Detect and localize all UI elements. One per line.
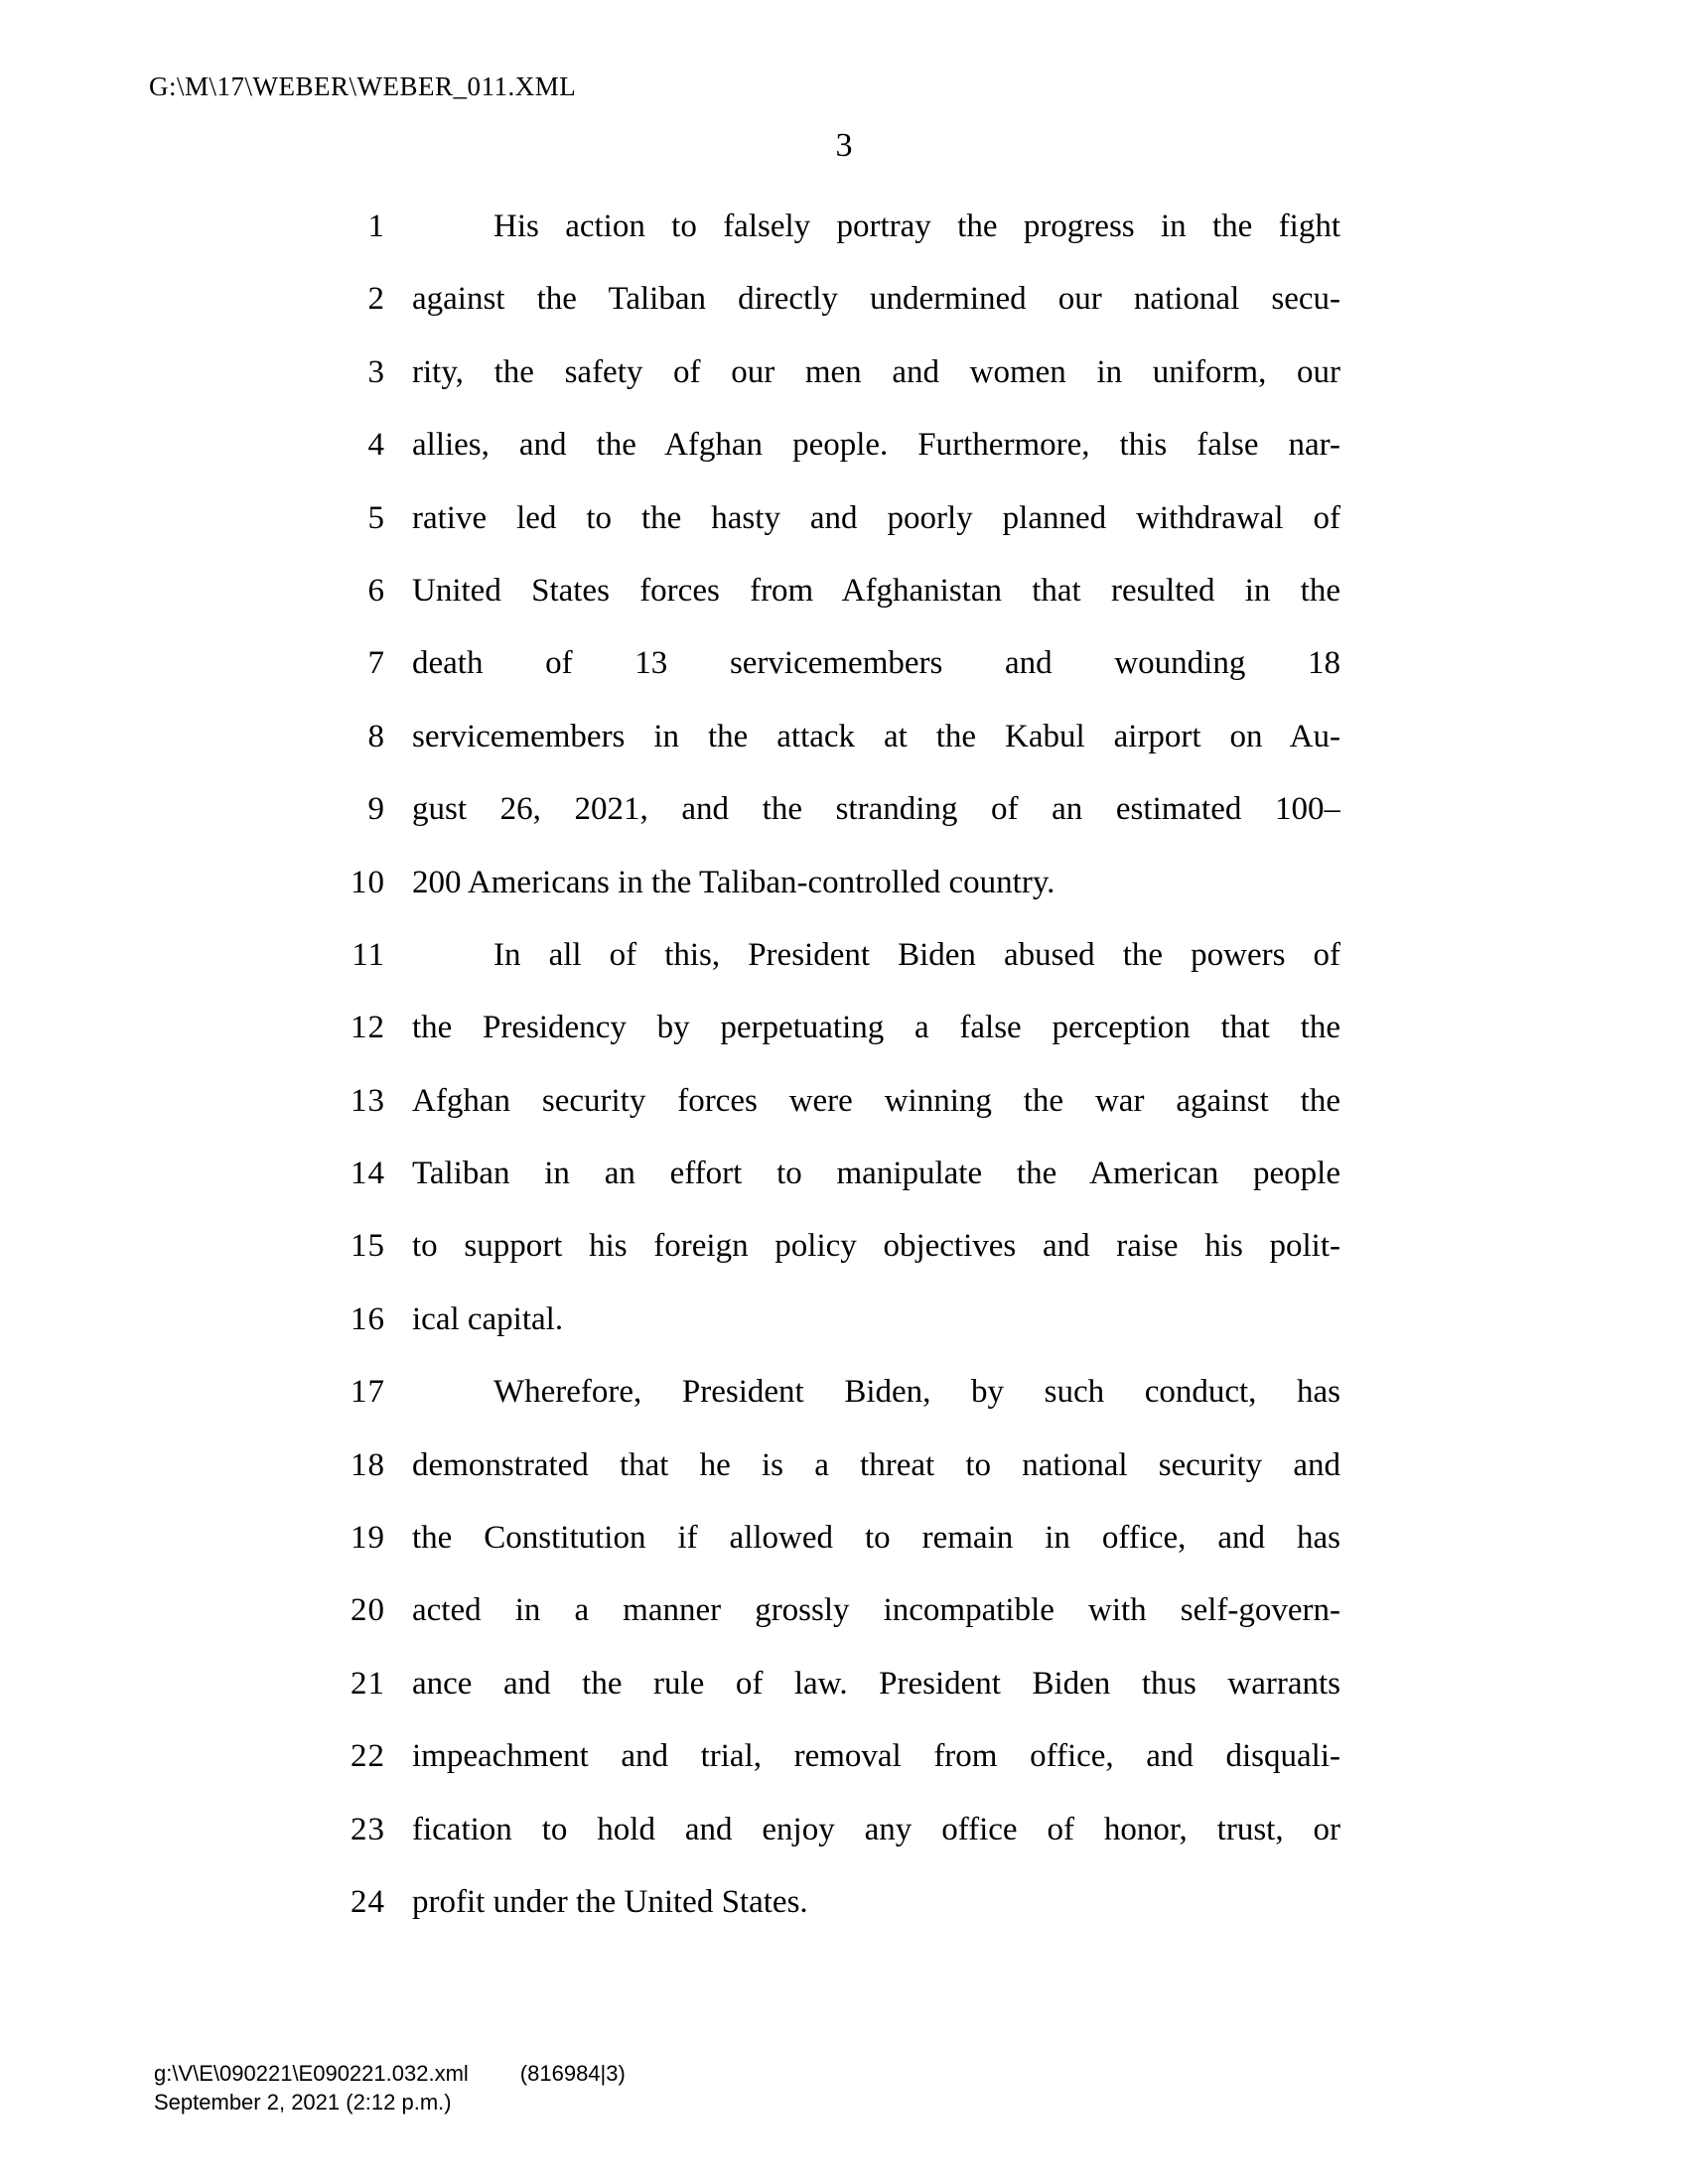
document-lines bbox=[328, 191, 1340, 1939]
line-text: the Presidency by perpetuating a false perception that the bbox=[412, 1010, 1340, 1046]
line-text: servicemembers in the attack at the Kabul airport on Au- bbox=[412, 718, 1340, 754]
text-line bbox=[328, 1574, 1340, 1647]
line-number: 9 bbox=[367, 791, 385, 828]
text-line bbox=[328, 555, 1340, 627]
text-line bbox=[328, 1720, 1340, 1793]
line-number: 3 bbox=[367, 353, 385, 390]
text-line bbox=[328, 337, 1340, 409]
text-line bbox=[328, 409, 1340, 481]
line-text: Taliban in an effort to manipulate the American people bbox=[412, 1156, 1340, 1192]
line-text: fication to hold and enjoy any office of honor, trust, or bbox=[412, 1811, 1340, 1847]
line-text: rative led to the hasty and poorly planned withdrawal of bbox=[412, 499, 1340, 536]
line-number: 23 bbox=[351, 1811, 385, 1847]
line-text: impeachment and trial, removal from office, and disquali- bbox=[412, 1738, 1340, 1775]
line-number: 19 bbox=[351, 1520, 385, 1557]
text-line bbox=[328, 627, 1340, 700]
line-text: the Constitution if allowed to remain in office, and has bbox=[412, 1520, 1340, 1557]
page-number: 3 bbox=[835, 127, 853, 164]
line-text: to support his foreign policy objectives and raise his polit- bbox=[412, 1228, 1340, 1265]
header-file-path: G:\M\17\WEBER\WEBER_011.XML bbox=[149, 71, 577, 101]
line-text: Afghan security forces were winning the war against the bbox=[412, 1082, 1340, 1119]
text-line bbox=[328, 1284, 1340, 1356]
text-line bbox=[328, 191, 1340, 263]
footer-doc-id: (816984|3) bbox=[519, 2061, 626, 2086]
line-number: 6 bbox=[367, 572, 385, 609]
footer-file-path: g:\V\E\090221\E090221.032.xml bbox=[154, 2061, 469, 2086]
text-line bbox=[328, 1502, 1340, 1574]
text-line bbox=[328, 919, 1340, 992]
text-line bbox=[328, 1210, 1340, 1283]
line-text: ance and the rule of law. President Biden thus warrants bbox=[412, 1665, 1340, 1702]
footer-timestamp: September 2, 2021 (2:12 p.m.) bbox=[154, 2090, 452, 2115]
line-number: 4 bbox=[367, 427, 385, 464]
text-line bbox=[328, 1794, 1340, 1866]
line-text: demonstrated that he is a threat to national security and bbox=[412, 1446, 1340, 1483]
line-text: rity, the safety of our men and women in uniform, our bbox=[412, 353, 1340, 390]
line-number: 11 bbox=[352, 936, 385, 973]
line-text: In all of this, President Biden abused the powers of bbox=[493, 936, 1340, 973]
line-number: 16 bbox=[351, 1300, 385, 1337]
line-number: 18 bbox=[351, 1446, 385, 1483]
line-number: 7 bbox=[367, 645, 385, 682]
line-text: gust 26, 2021, and the stranding of an estimated 100– bbox=[412, 791, 1340, 828]
text-line bbox=[328, 1065, 1340, 1138]
text-line bbox=[328, 1356, 1340, 1429]
line-number: 17 bbox=[351, 1374, 385, 1411]
line-number: 22 bbox=[351, 1738, 385, 1775]
line-number: 1 bbox=[367, 208, 385, 244]
line-number: 5 bbox=[367, 499, 385, 536]
line-text: His action to falsely portray the progress in the fight bbox=[493, 208, 1340, 244]
line-number: 10 bbox=[351, 864, 385, 900]
line-number: 12 bbox=[351, 1010, 385, 1046]
line-text: allies, and the Afghan people. Furthermore, this false nar- bbox=[412, 427, 1340, 464]
text-line bbox=[328, 992, 1340, 1064]
line-text: death of 13 servicemembers and wounding 18 bbox=[412, 645, 1340, 682]
line-text: profit under the United States. bbox=[412, 1883, 808, 1920]
line-text: United States forces from Afghanistan that resulted in the bbox=[412, 572, 1340, 609]
line-number: 14 bbox=[351, 1156, 385, 1192]
text-line bbox=[328, 773, 1340, 846]
text-line bbox=[328, 1138, 1340, 1210]
footer-line-1 bbox=[154, 2059, 626, 2088]
line-number: 2 bbox=[367, 281, 385, 318]
line-number: 21 bbox=[351, 1665, 385, 1702]
line-text: Wherefore, President Biden, by such conduct, has bbox=[493, 1374, 1340, 1411]
line-text: 200 Americans in the Taliban-controlled country. bbox=[412, 864, 1055, 900]
line-text: against the Taliban directly undermined our national secu- bbox=[412, 281, 1340, 318]
text-line bbox=[328, 701, 1340, 773]
line-number: 24 bbox=[351, 1883, 385, 1920]
line-number: 13 bbox=[351, 1082, 385, 1119]
text-line bbox=[328, 1648, 1340, 1720]
text-line bbox=[328, 1430, 1340, 1502]
footer-block bbox=[154, 2059, 626, 2116]
line-number: 20 bbox=[351, 1592, 385, 1629]
line-number: 15 bbox=[351, 1228, 385, 1265]
line-text: acted in a manner grossly incompatible with self-govern- bbox=[412, 1592, 1340, 1629]
text-line bbox=[328, 1866, 1340, 1939]
line-number: 8 bbox=[367, 718, 385, 754]
line-text: ical capital. bbox=[412, 1300, 564, 1337]
text-line bbox=[328, 847, 1340, 919]
text-line bbox=[328, 263, 1340, 336]
text-line bbox=[328, 482, 1340, 555]
